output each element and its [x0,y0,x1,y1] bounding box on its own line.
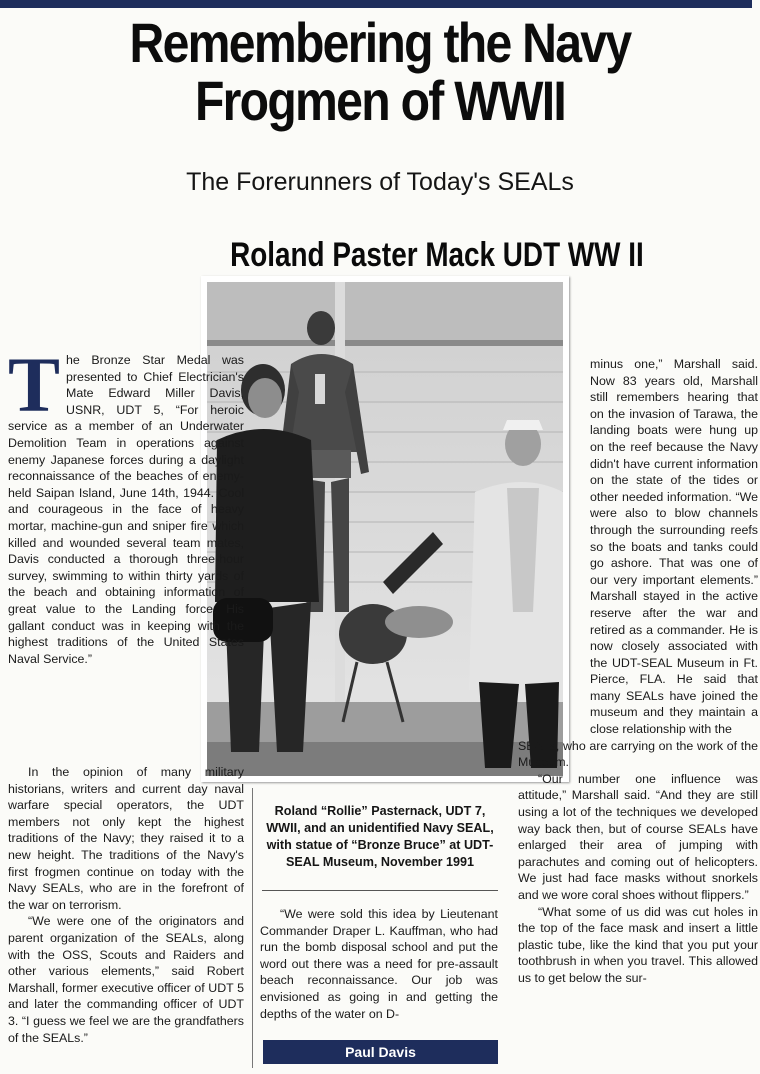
right-column [518,356,758,987]
paragraph: “We were sold this idea by Lieutenant Commander Draper L. Kauffman, who had run the bomb disposal school and put the word out there was a need for pre-assault beach reconnaissance. Our job was envisioned as going in and getting the depths of the water on D- [260,907,498,1021]
article-subtitle: The Forerunners of Today's SEALs [186,168,574,196]
photo-caption: Roland “Rollie” Pasternack, UDT 7, WWII, and an unidentified Navy SEAL, with statue of “Bronze Bruce” at UDT-SEAL Museum, November 1991 [266,804,494,869]
left-column-bottom [8,764,244,1046]
paragraph: “What some of us did was cut holes in the top of the face mask and insert a little plastic tube, like the kind that you put your toothbrush in when you travel. This allowed us to get below the sur- [518,904,758,985]
title-line-2: Frogmen of WWII [194,69,566,132]
top-color-bar [0,0,752,8]
article-title [53,11,707,132]
column-divider [252,788,253,1068]
paragraph: In the opinion of many military historians, writers and current day naval warfare special operators, the UDT members not only kept the highest traditions of the Navy; they raised it to a new height. The traditions of the Navy's first frogmen continue on today with the Navy SEALs, who are in the forefront of the war on terrorism. [8,765,244,912]
middle-column [260,906,498,1022]
paragraph: “Our number one influence was attitude,” Marshall said. “And they are still using a lot of the techniques we developed way back then, but of course SEALs have enlarged their area of jumping with parachutes and coming out of helicopters. We just had face masks without snorkels and we wore coral shoes without flippers.” [518,771,758,902]
paragraph: “We were one of the originators and parent organization of the SEALs, along with the OSS, Scouts and Raiders and other various elements,” said Robert Marshall, former executive officer of UDT 5 and later the commanding officer of UDT 3. “I guess we feel we are the grandfathers of the SEALs.” [8,914,244,1045]
paragraph: he Bronze Star Medal was presented to Chief Electrician's Mate Edward Miller Davis, USNR, UDT 5, “For heroic service as a member of an Underwater Demolition Team in operations against enemy Japanese forces during a daylight reconnaissance of the beaches of enemy-held Saipan Island, June 14th, 1944. Cool and courageous in the face of heavy mortar, machine-gun and sniper fire which killed and wounded several team mates, Davis conducted a thorough three-hour survey, swimming to within thirty yards of the beach and obtaining information of great value to the Landing force. His gallant conduct was in keeping with the highest traditions of the United States Naval Service.” [8,353,244,666]
photo-overlay-name: Roland Paster Mack UDT WW II [230,236,644,274]
title-line-1: Remembering the Navy [129,11,631,74]
caption-rule [262,890,498,891]
author-byline: Paul Davis [263,1040,498,1064]
photo-illustration [207,282,563,776]
paragraph-narrow: minus one,” Marshall said. Now 83 years old, Marshall still remembers hearing that on the invasion of Tarawa, the landing boats were hung up on the reef because the Navy didn't have current information on the state of the tides or other needed information. “We were also to blow channels through the surrounding reefs so the boats and tanks could go ashore. That was one of our very important elements.” Marshall stayed in the active reserve after the war and retired as a commander. He is now closely associated with the UDT-SEAL Museum in Ft. Pierce, FLA. He said that many SEALs have joined the museum and they maintain a close relationship with the [590,357,758,737]
left-column-top [8,341,244,667]
article-photo [201,276,569,782]
drop-cap: T [8,341,61,428]
paragraph: SEALs, who are carrying on the work of the Museum. [518,738,758,770]
